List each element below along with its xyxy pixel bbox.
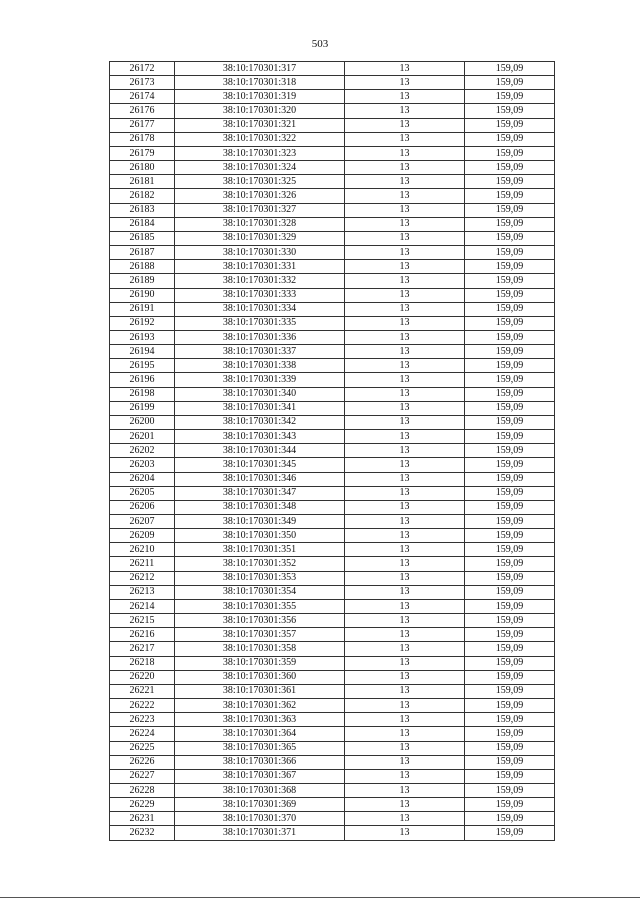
cadastral-number-cell: 38:10:170301:340	[175, 387, 345, 401]
value-cell: 159,09	[465, 387, 555, 401]
table-row	[110, 387, 555, 401]
table-row	[110, 302, 555, 316]
value-cell: 159,09	[465, 557, 555, 571]
value-cell: 159,09	[465, 444, 555, 458]
value-cell: 159,09	[465, 812, 555, 826]
record-number-cell: 26220	[110, 670, 175, 684]
quantity-cell: 13	[345, 189, 465, 203]
cadastral-number-cell: 38:10:170301:346	[175, 472, 345, 486]
quantity-cell: 13	[345, 444, 465, 458]
cadastral-number-cell: 38:10:170301:327	[175, 203, 345, 217]
record-number-cell: 26178	[110, 132, 175, 146]
cadastral-number-cell: 38:10:170301:362	[175, 699, 345, 713]
cadastral-number-cell: 38:10:170301:323	[175, 146, 345, 160]
table-row	[110, 741, 555, 755]
cadastral-number-cell: 38:10:170301:345	[175, 458, 345, 472]
quantity-cell: 13	[345, 798, 465, 812]
value-cell: 159,09	[465, 628, 555, 642]
cadastral-number-cell: 38:10:170301:369	[175, 798, 345, 812]
cadastral-number-cell: 38:10:170301:351	[175, 543, 345, 557]
cadastral-number-cell: 38:10:170301:339	[175, 373, 345, 387]
cadastral-number-cell: 38:10:170301:359	[175, 656, 345, 670]
table-row	[110, 684, 555, 698]
table-row	[110, 76, 555, 90]
cadastral-number-cell: 38:10:170301:367	[175, 769, 345, 783]
value-cell: 159,09	[465, 203, 555, 217]
quantity-cell: 13	[345, 755, 465, 769]
value-cell: 159,09	[465, 699, 555, 713]
quantity-cell: 13	[345, 302, 465, 316]
table-row	[110, 557, 555, 571]
value-cell: 159,09	[465, 246, 555, 260]
quantity-cell: 13	[345, 401, 465, 415]
cadastral-number-cell: 38:10:170301:326	[175, 189, 345, 203]
table-row	[110, 217, 555, 231]
registry-table-body	[110, 62, 555, 841]
cadastral-number-cell: 38:10:170301:357	[175, 628, 345, 642]
value-cell: 159,09	[465, 515, 555, 529]
record-number-cell: 26177	[110, 118, 175, 132]
quantity-cell: 13	[345, 104, 465, 118]
record-number-cell: 26212	[110, 571, 175, 585]
table-row	[110, 500, 555, 514]
table-row	[110, 585, 555, 599]
table-row	[110, 203, 555, 217]
quantity-cell: 13	[345, 571, 465, 585]
record-number-cell: 26218	[110, 656, 175, 670]
value-cell: 159,09	[465, 783, 555, 797]
value-cell: 159,09	[465, 302, 555, 316]
record-number-cell: 26198	[110, 387, 175, 401]
table-row	[110, 599, 555, 613]
quantity-cell: 13	[345, 373, 465, 387]
record-number-cell: 26209	[110, 529, 175, 543]
quantity-cell: 13	[345, 472, 465, 486]
table-row	[110, 458, 555, 472]
cadastral-number-cell: 38:10:170301:355	[175, 599, 345, 613]
quantity-cell: 13	[345, 585, 465, 599]
cadastral-number-cell: 38:10:170301:360	[175, 670, 345, 684]
table-row	[110, 472, 555, 486]
record-number-cell: 26223	[110, 713, 175, 727]
value-cell: 159,09	[465, 599, 555, 613]
record-number-cell: 26210	[110, 543, 175, 557]
quantity-cell: 13	[345, 415, 465, 429]
cadastral-number-cell: 38:10:170301:341	[175, 401, 345, 415]
quantity-cell: 13	[345, 203, 465, 217]
table-row	[110, 246, 555, 260]
record-number-cell: 26204	[110, 472, 175, 486]
cadastral-number-cell: 38:10:170301:318	[175, 76, 345, 90]
quantity-cell: 13	[345, 288, 465, 302]
value-cell: 159,09	[465, 713, 555, 727]
quantity-cell: 13	[345, 599, 465, 613]
record-number-cell: 26173	[110, 76, 175, 90]
quantity-cell: 13	[345, 260, 465, 274]
quantity-cell: 13	[345, 812, 465, 826]
cadastral-number-cell: 38:10:170301:329	[175, 231, 345, 245]
table-row	[110, 161, 555, 175]
quantity-cell: 13	[345, 826, 465, 840]
table-row	[110, 415, 555, 429]
table-row	[110, 628, 555, 642]
record-number-cell: 26225	[110, 741, 175, 755]
table-row	[110, 783, 555, 797]
quantity-cell: 13	[345, 727, 465, 741]
value-cell: 159,09	[465, 826, 555, 840]
table-row	[110, 769, 555, 783]
cadastral-number-cell: 38:10:170301:337	[175, 345, 345, 359]
record-number-cell: 26199	[110, 401, 175, 415]
value-cell: 159,09	[465, 500, 555, 514]
value-cell: 159,09	[465, 769, 555, 783]
table-row	[110, 401, 555, 415]
table-row	[110, 670, 555, 684]
record-number-cell: 26195	[110, 359, 175, 373]
cadastral-number-cell: 38:10:170301:348	[175, 500, 345, 514]
quantity-cell: 13	[345, 316, 465, 330]
table-row	[110, 132, 555, 146]
record-number-cell: 26192	[110, 316, 175, 330]
table-row	[110, 330, 555, 344]
table-row	[110, 826, 555, 840]
value-cell: 159,09	[465, 472, 555, 486]
record-number-cell: 26202	[110, 444, 175, 458]
cadastral-number-cell: 38:10:170301:363	[175, 713, 345, 727]
record-number-cell: 26200	[110, 415, 175, 429]
cadastral-number-cell: 38:10:170301:354	[175, 585, 345, 599]
record-number-cell: 26217	[110, 642, 175, 656]
table-row	[110, 359, 555, 373]
record-number-cell: 26182	[110, 189, 175, 203]
record-number-cell: 26206	[110, 500, 175, 514]
table-row	[110, 642, 555, 656]
cadastral-number-cell: 38:10:170301:321	[175, 118, 345, 132]
table-row	[110, 812, 555, 826]
table-row	[110, 274, 555, 288]
cadastral-number-cell: 38:10:170301:332	[175, 274, 345, 288]
table-row	[110, 614, 555, 628]
cadastral-number-cell: 38:10:170301:331	[175, 260, 345, 274]
record-number-cell: 26231	[110, 812, 175, 826]
record-number-cell: 26194	[110, 345, 175, 359]
record-number-cell: 26193	[110, 330, 175, 344]
record-number-cell: 26222	[110, 699, 175, 713]
value-cell: 159,09	[465, 330, 555, 344]
value-cell: 159,09	[465, 76, 555, 90]
table-row	[110, 316, 555, 330]
quantity-cell: 13	[345, 713, 465, 727]
bottom-rule	[0, 897, 640, 898]
record-number-cell: 26226	[110, 755, 175, 769]
cadastral-number-cell: 38:10:170301:368	[175, 783, 345, 797]
cadastral-number-cell: 38:10:170301:335	[175, 316, 345, 330]
record-number-cell: 26227	[110, 769, 175, 783]
record-number-cell: 26203	[110, 458, 175, 472]
cadastral-number-cell: 38:10:170301:371	[175, 826, 345, 840]
quantity-cell: 13	[345, 458, 465, 472]
record-number-cell: 26172	[110, 62, 175, 76]
table-row	[110, 430, 555, 444]
table-row	[110, 755, 555, 769]
record-number-cell: 26187	[110, 246, 175, 260]
quantity-cell: 13	[345, 387, 465, 401]
record-number-cell: 26221	[110, 684, 175, 698]
record-number-cell: 26189	[110, 274, 175, 288]
cadastral-number-cell: 38:10:170301:325	[175, 175, 345, 189]
record-number-cell: 26229	[110, 798, 175, 812]
quantity-cell: 13	[345, 515, 465, 529]
value-cell: 159,09	[465, 175, 555, 189]
value-cell: 159,09	[465, 458, 555, 472]
quantity-cell: 13	[345, 146, 465, 160]
quantity-cell: 13	[345, 274, 465, 288]
value-cell: 159,09	[465, 231, 555, 245]
cadastral-number-cell: 38:10:170301:338	[175, 359, 345, 373]
cadastral-number-cell: 38:10:170301:352	[175, 557, 345, 571]
record-number-cell: 26188	[110, 260, 175, 274]
cadastral-number-cell: 38:10:170301:317	[175, 62, 345, 76]
quantity-cell: 13	[345, 783, 465, 797]
quantity-cell: 13	[345, 557, 465, 571]
value-cell: 159,09	[465, 543, 555, 557]
value-cell: 159,09	[465, 741, 555, 755]
quantity-cell: 13	[345, 217, 465, 231]
value-cell: 159,09	[465, 189, 555, 203]
value-cell: 159,09	[465, 755, 555, 769]
value-cell: 159,09	[465, 118, 555, 132]
quantity-cell: 13	[345, 430, 465, 444]
table-row	[110, 345, 555, 359]
page-number: 503	[311, 38, 329, 50]
cadastral-number-cell: 38:10:170301:361	[175, 684, 345, 698]
cadastral-number-cell: 38:10:170301:349	[175, 515, 345, 529]
cadastral-number-cell: 38:10:170301:320	[175, 104, 345, 118]
table-row	[110, 260, 555, 274]
table-row	[110, 486, 555, 500]
record-number-cell: 26224	[110, 727, 175, 741]
cadastral-number-cell: 38:10:170301:336	[175, 330, 345, 344]
value-cell: 159,09	[465, 727, 555, 741]
value-cell: 159,09	[465, 401, 555, 415]
table-row	[110, 656, 555, 670]
table-row	[110, 62, 555, 76]
cadastral-number-cell: 38:10:170301:334	[175, 302, 345, 316]
quantity-cell: 13	[345, 500, 465, 514]
cadastral-number-cell: 38:10:170301:330	[175, 246, 345, 260]
value-cell: 159,09	[465, 571, 555, 585]
record-number-cell: 26190	[110, 288, 175, 302]
record-number-cell: 26181	[110, 175, 175, 189]
value-cell: 159,09	[465, 486, 555, 500]
value-cell: 159,09	[465, 642, 555, 656]
record-number-cell: 26183	[110, 203, 175, 217]
cadastral-number-cell: 38:10:170301:347	[175, 486, 345, 500]
value-cell: 159,09	[465, 288, 555, 302]
quantity-cell: 13	[345, 543, 465, 557]
record-number-cell: 26213	[110, 585, 175, 599]
value-cell: 159,09	[465, 670, 555, 684]
table-row	[110, 189, 555, 203]
table-row	[110, 571, 555, 585]
quantity-cell: 13	[345, 628, 465, 642]
value-cell: 159,09	[465, 316, 555, 330]
value-cell: 159,09	[465, 161, 555, 175]
cadastral-number-cell: 38:10:170301:358	[175, 642, 345, 656]
value-cell: 159,09	[465, 90, 555, 104]
quantity-cell: 13	[345, 246, 465, 260]
value-cell: 159,09	[465, 614, 555, 628]
table-row	[110, 104, 555, 118]
quantity-cell: 13	[345, 614, 465, 628]
cadastral-number-cell: 38:10:170301:322	[175, 132, 345, 146]
cadastral-number-cell: 38:10:170301:324	[175, 161, 345, 175]
table-row	[110, 713, 555, 727]
value-cell: 159,09	[465, 430, 555, 444]
cadastral-number-cell: 38:10:170301:333	[175, 288, 345, 302]
quantity-cell: 13	[345, 741, 465, 755]
quantity-cell: 13	[345, 345, 465, 359]
quantity-cell: 13	[345, 118, 465, 132]
quantity-cell: 13	[345, 359, 465, 373]
quantity-cell: 13	[345, 529, 465, 543]
value-cell: 159,09	[465, 132, 555, 146]
cadastral-number-cell: 38:10:170301:350	[175, 529, 345, 543]
table-row	[110, 529, 555, 543]
quantity-cell: 13	[345, 175, 465, 189]
cadastral-number-cell: 38:10:170301:370	[175, 812, 345, 826]
record-number-cell: 26179	[110, 146, 175, 160]
quantity-cell: 13	[345, 769, 465, 783]
record-number-cell: 26216	[110, 628, 175, 642]
record-number-cell: 26185	[110, 231, 175, 245]
cadastral-number-cell: 38:10:170301:365	[175, 741, 345, 755]
record-number-cell: 26228	[110, 783, 175, 797]
value-cell: 159,09	[465, 656, 555, 670]
table-row	[110, 146, 555, 160]
value-cell: 159,09	[465, 529, 555, 543]
quantity-cell: 13	[345, 642, 465, 656]
value-cell: 159,09	[465, 217, 555, 231]
table-row	[110, 727, 555, 741]
record-number-cell: 26191	[110, 302, 175, 316]
quantity-cell: 13	[345, 132, 465, 146]
quantity-cell: 13	[345, 656, 465, 670]
record-number-cell: 26184	[110, 217, 175, 231]
value-cell: 159,09	[465, 798, 555, 812]
table-row	[110, 699, 555, 713]
registry-table	[109, 61, 555, 841]
quantity-cell: 13	[345, 90, 465, 104]
record-number-cell: 26201	[110, 430, 175, 444]
quantity-cell: 13	[345, 684, 465, 698]
record-number-cell: 26196	[110, 373, 175, 387]
record-number-cell: 26174	[110, 90, 175, 104]
record-number-cell: 26205	[110, 486, 175, 500]
table-row	[110, 515, 555, 529]
record-number-cell: 26207	[110, 515, 175, 529]
table-row	[110, 798, 555, 812]
record-number-cell: 26211	[110, 557, 175, 571]
record-number-cell: 26215	[110, 614, 175, 628]
quantity-cell: 13	[345, 231, 465, 245]
table-row	[110, 231, 555, 245]
cadastral-number-cell: 38:10:170301:366	[175, 755, 345, 769]
value-cell: 159,09	[465, 585, 555, 599]
cadastral-number-cell: 38:10:170301:328	[175, 217, 345, 231]
cadastral-number-cell: 38:10:170301:343	[175, 430, 345, 444]
quantity-cell: 13	[345, 76, 465, 90]
cadastral-number-cell: 38:10:170301:319	[175, 90, 345, 104]
value-cell: 159,09	[465, 104, 555, 118]
cadastral-number-cell: 38:10:170301:344	[175, 444, 345, 458]
value-cell: 159,09	[465, 146, 555, 160]
value-cell: 159,09	[465, 359, 555, 373]
record-number-cell: 26232	[110, 826, 175, 840]
value-cell: 159,09	[465, 62, 555, 76]
table-row	[110, 90, 555, 104]
table-row	[110, 373, 555, 387]
table-row	[110, 288, 555, 302]
table-row	[110, 118, 555, 132]
table-row	[110, 444, 555, 458]
cadastral-number-cell: 38:10:170301:353	[175, 571, 345, 585]
record-number-cell: 26176	[110, 104, 175, 118]
quantity-cell: 13	[345, 161, 465, 175]
value-cell: 159,09	[465, 684, 555, 698]
value-cell: 159,09	[465, 345, 555, 359]
cadastral-number-cell: 38:10:170301:364	[175, 727, 345, 741]
record-number-cell: 26214	[110, 599, 175, 613]
quantity-cell: 13	[345, 330, 465, 344]
value-cell: 159,09	[465, 373, 555, 387]
value-cell: 159,09	[465, 260, 555, 274]
cadastral-number-cell: 38:10:170301:342	[175, 415, 345, 429]
table-row	[110, 543, 555, 557]
value-cell: 159,09	[465, 274, 555, 288]
quantity-cell: 13	[345, 486, 465, 500]
table-row	[110, 175, 555, 189]
quantity-cell: 13	[345, 62, 465, 76]
quantity-cell: 13	[345, 699, 465, 713]
record-number-cell: 26180	[110, 161, 175, 175]
value-cell: 159,09	[465, 415, 555, 429]
quantity-cell: 13	[345, 670, 465, 684]
cadastral-number-cell: 38:10:170301:356	[175, 614, 345, 628]
